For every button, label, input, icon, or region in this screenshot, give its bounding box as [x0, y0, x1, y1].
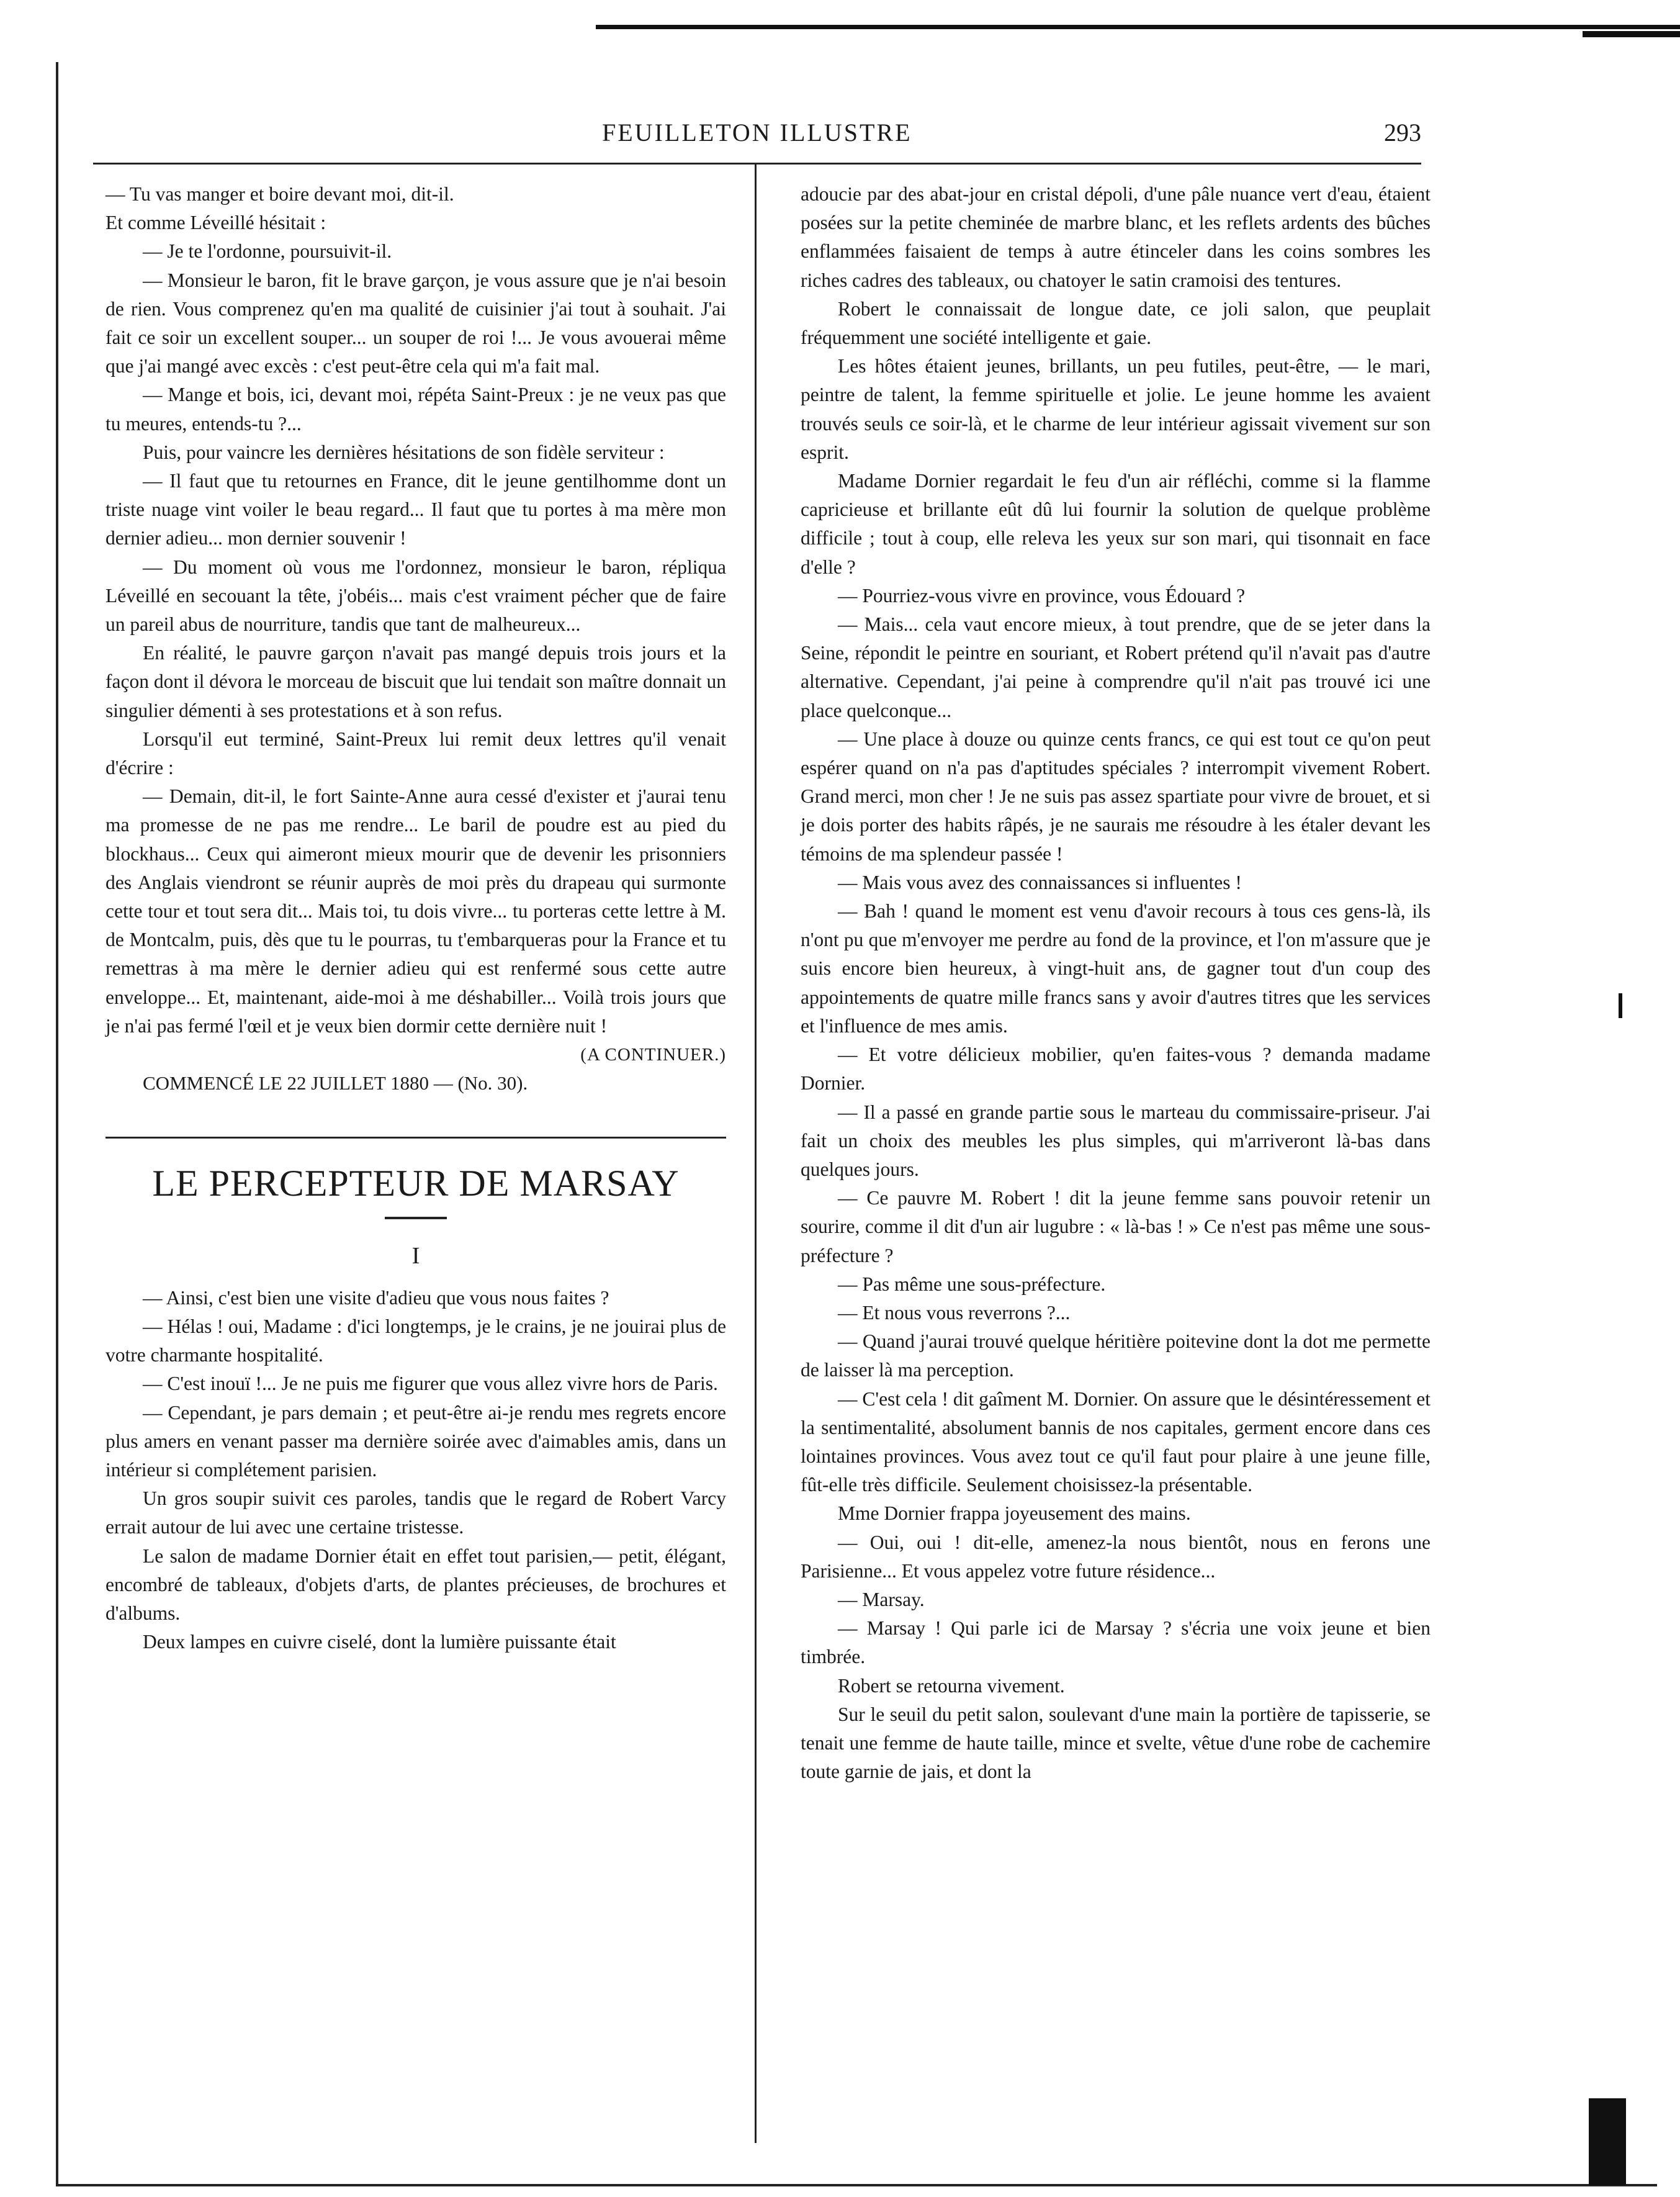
- paragraph: Deux lampes en cuivre ciselé, dont la lumière puissante était: [143, 1631, 616, 1653]
- paragraph: — Cependant, je pars demain ; et peut-être ai-je rendu mes regrets encore plus amers en venant passer ma dernière soirée avec d'aimables amis, dans un intérieur si complétement parisien.: [106, 1401, 726, 1481]
- chapter-number: I: [411, 1242, 420, 1269]
- paragraph: — Il faut que tu retournes en France, dit le jeune gentilhomme dont un triste nuage vint voiler le beau regard... Il faut que tu portes à ma mère mon dernier adieu... mon dernier souvenir !: [106, 470, 726, 549]
- story-title: LE PERCEPTEUR DE MARSAY: [152, 1162, 680, 1204]
- left-column: [106, 180, 726, 1656]
- paragraph: — Pas même une sous-préfecture.: [838, 1273, 1106, 1295]
- scan-edge-mark: [1589, 2098, 1626, 2185]
- paragraph: — Une place à douze ou quinze cents francs, ce qui est tout ce qu'on peut espérer quand on n'a pas d'aptitudes spéciales ? interrompit vivement Robert. Grand merci, mon cher ! Je ne suis pas assez spartiate pour vivre de brouet, et si je dois porter des habits râpés, je ne saurais me résoudre à les étaler devant les témoins de ma splendeur passée !: [801, 728, 1431, 865]
- paragraph: — Ainsi, c'est bien une visite d'adieu que vous nous faites ?: [143, 1286, 609, 1309]
- paragraph: — Et nous vous reverrons ?...: [838, 1301, 1071, 1324]
- paragraph: Un gros soupir suivit ces paroles, tandis que le regard de Robert Varcy errait autour de lui avec une certaine tristesse.: [106, 1487, 726, 1538]
- paragraph: — Et votre délicieux mobilier, qu'en faites-vous ? demanda madame Dornier.: [801, 1044, 1431, 1094]
- paragraph: — Pourriez-vous vivre en province, vous Édouard ?: [838, 584, 1246, 607]
- paragraph: adoucie par des abat-jour en cristal dépoli, d'une pâle nuance vert d'eau, étaient posées sur la petite cheminée de marbre blanc, et les reflets ardents des bûches enflammées faisaient de temps à autre étinceler dans les coins sombres les riches cadres des tableaux, ou chatoyer le satin cramoisi des tentures.: [801, 183, 1431, 291]
- left-border-rule: [56, 62, 58, 2185]
- paragraph: — Ce pauvre M. Robert ! dit la jeune femme sans pouvoir retenir un sourire, comme il dit d'un air lugubre : « là-bas ! » Ce n'est pas même une sous-préfecture ?: [801, 1187, 1431, 1266]
- paragraph: — Mais... cela vaut encore mieux, à tout prendre, que de se jeter dans la Seine, répondit le peintre en souriant, et Robert prétend qu'il n'avait pas d'autre alternative. Cependant, j'ai peine à comprendre qu'il n'ait pas trouvé ici une place quelconque...: [801, 613, 1431, 721]
- page-number: 293: [1384, 119, 1421, 147]
- paragraph: — Marsay ! Qui parle ici de Marsay ? s'écria une voix jeune et bien timbrée.: [801, 1617, 1431, 1668]
- bottom-border-rule: [56, 2184, 1657, 2186]
- paragraph: Le salon de madame Dornier était en effet tout parisien,— petit, élégant, encombré de tableaux, d'objets d'arts, de plantes précieuses, de brochures et d'albums.: [106, 1545, 726, 1624]
- paragraph: — Hélas ! oui, Madame : d'ici longtemps, je le crains, je ne jouirai plus de votre charmante hospitalité.: [106, 1315, 726, 1366]
- paragraph: — Je te l'ordonne, poursuivit-il.: [143, 240, 392, 263]
- paragraph: Mme Dornier frappa joyeusement des mains.: [838, 1502, 1191, 1525]
- right-column: [801, 180, 1431, 1786]
- top-border-rule-right: [1583, 31, 1680, 37]
- paragraph: Les hôtes étaient jeunes, brillants, un peu futiles, peut-être, — le mari, peintre de talent, la femme spirituelle et jolie. Le jeune homme les avaient trouvés seuls ce soir-là, et le charme de leur intérieur agissait vivement sur son esprit.: [801, 355, 1431, 463]
- paragraph: Robert se retourna vivement.: [838, 1674, 1065, 1697]
- story-body: [106, 1284, 726, 1657]
- serial-continuation: [106, 180, 726, 1098]
- paragraph: Lorsqu'il eut terminé, Saint-Preux lui remit deux lettres qu'il venait d'écrire :: [106, 728, 726, 779]
- paragraph: — Du moment où vous me l'ordonnez, monsieur le baron, répliqua Léveillé en secouant la tête, j'obéis... mais c'est vraiment pécher que de faire un pareil abus de nourriture, tandis que tant de malheureux...: [106, 556, 726, 636]
- paragraph: Madame Dornier regardait le feu d'un air réfléchi, comme si la flamme capricieuse et brillante eût dû lui fournir la solution de quelque problème difficile ; tout à coup, elle releva les yeux sur son mari, qui tisonnait en face d'elle ?: [801, 470, 1431, 578]
- paragraph: — Bah ! quand le moment est venu d'avoir recours à tous ces gens-là, ils n'ont pu que m'envoyer me perdre au fond de la province, et l'on m'assure que je suis encore bien heureux, à vingt-huit ans, de gagner tout d'un coup des appointements de quatre mille francs sans y avoir d'autres titres que les services et l'influence de mes amis.: [801, 900, 1431, 1037]
- paragraph: — Demain, dit-il, le fort Sainte-Anne aura cessé d'exister et j'aurai tenu ma promesse de ne pas me rendre... Le baril de poudre est au pied du blockhaus... Ceux qui aimeront mieux mourir que de devenir les prisonniers des Anglais viendront se réunir auprès de moi près du drapeau qui surmonte cette tour et tout sera dit... Mais toi, tu dois vivre... tu porteras cette lettre à M. de Montcalm, puis, dès que tu le pourras, tu t'embarqueras pour la France et tu remettras à ma mère le dernier adieu qui est renfermé sous cette autre enveloppe... Et, maintenant, aide-moi à me déshabiller... Voilà trois jours que je n'ai pas fermé l'œil et je veux bien dormir cette dernière nuit !: [106, 785, 726, 1037]
- paragraph: — C'est inouï !... Je ne puis me figurer que vous allez vivre hors de Paris.: [143, 1373, 718, 1395]
- running-title: FEUILLETON ILLUSTRE: [602, 119, 912, 147]
- top-border-rule: [596, 25, 1680, 29]
- paragraph: — Marsay.: [838, 1588, 925, 1610]
- paragraph: — C'est cela ! dit gaîment M. Dornier. On assure que le désintéressement et la sentimentalité, absolument bannis de nos capitales, germent encore dans ces lointaines provinces. Vous avez tout ce qu'il faut pour plaire à une jeune fille, fût-elle très difficile. Seulement choisissez-la présentable.: [801, 1387, 1431, 1496]
- paragraph: — Oui, oui ! dit-elle, amenez-la nous bientôt, nous en ferons une Parisienne... Et vous appelez votre future résidence...: [801, 1531, 1431, 1582]
- paragraph: Puis, pour vaincre les dernières hésitations de son fidèle serviteur :: [143, 441, 665, 463]
- title-rule: [385, 1217, 447, 1219]
- paragraph: — Mange et bois, ici, devant moi, répéta Saint-Preux : je ne veux pas que tu meures, entends-tu ?...: [106, 384, 726, 435]
- paragraph: — Mais vous avez des connaissances si influentes !: [838, 871, 1242, 893]
- paragraph: — Quand j'aurai trouvé quelque héritière poitevine dont la dot me permette de laisser là ma perception.: [801, 1330, 1431, 1381]
- paragraph: Et comme Léveillé hésitait :: [106, 212, 326, 234]
- paragraph: — Tu vas manger et boire devant moi, dit-il.: [106, 183, 454, 205]
- column-divider: [755, 163, 757, 2143]
- paragraph: En réalité, le pauvre garçon n'avait pas mangé depuis trois jours et la façon dont il dévora le morceau de biscuit que lui tendait son maître donnait un singulier démenti à ses protestations et à son refus.: [106, 642, 726, 721]
- serial-start-note: COMMENCÉ LE 22 JUILLET 1880 — (No. 30).: [143, 1072, 528, 1094]
- scan-edge-mark: [1619, 993, 1622, 1018]
- page-header: [56, 118, 1421, 149]
- to-continue-note: (A CONTINUER.): [580, 1045, 726, 1065]
- paragraph: Robert le connaissait de longue date, ce joli salon, que peuplait fréquemment une société intelligente et gaie.: [801, 297, 1431, 349]
- section-separator: [106, 1137, 726, 1139]
- paragraph: — Il a passé en grande partie sous le marteau du commissaire-priseur. J'ai fait un choix des meubles les plus simples, qui m'arriveront là-bas dans quelques jours.: [801, 1101, 1431, 1180]
- paragraph: — Monsieur le baron, fit le brave garçon, je vous assure que je n'ai besoin de rien. Vous comprenez qu'en ma qualité de cuisinier j'ai tout à souhait. J'ai fait ce soir un excellent souper... un souper de roi !... Je vous avouerai même que j'ai mangé avec excès : c'est peut-être cela qui m'a fait mal.: [106, 269, 726, 377]
- header-rule: [93, 163, 1421, 165]
- paragraph: Sur le seuil du petit salon, soulevant d'une main la portière de tapisserie, se tenait une femme de haute taille, mince et svelte, vêtue d'une robe de cachemire toute garnie de jais, et dont la: [801, 1703, 1431, 1783]
